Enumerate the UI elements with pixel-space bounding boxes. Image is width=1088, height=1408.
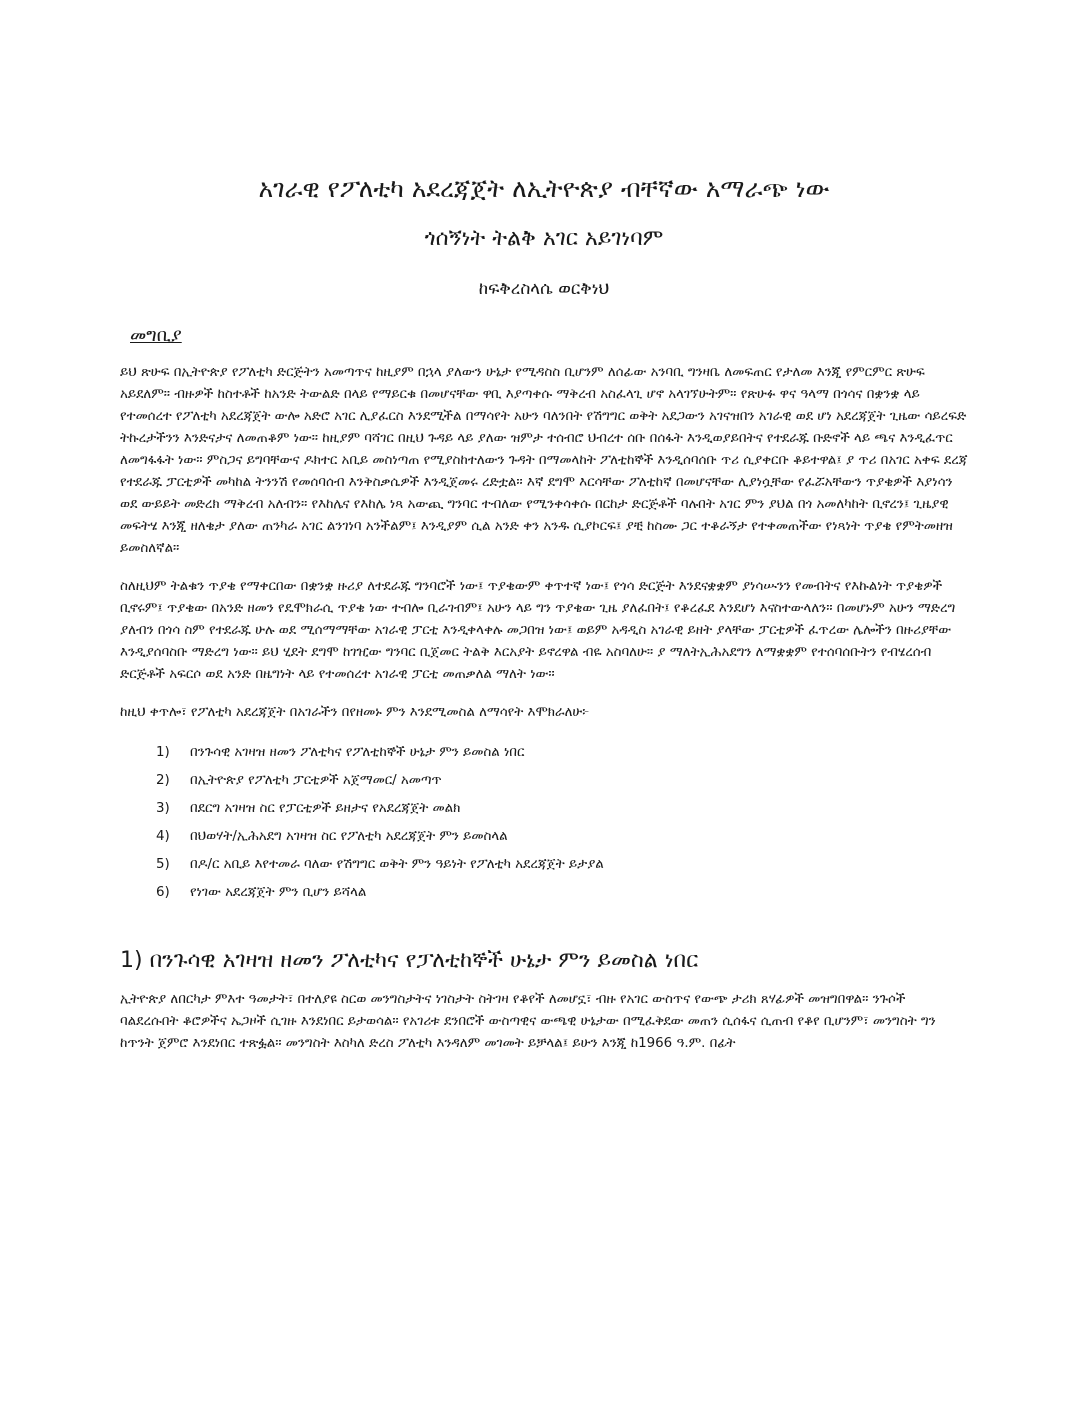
list-item	[120, 770, 968, 792]
list-number: 3)	[156, 801, 170, 816]
list-number: 6)	[156, 885, 170, 900]
list-number: 5)	[156, 857, 170, 872]
section-heading: 1) በንጉሳዊ አገዛዝ ዘመን ፖለቲካና የፓለቲከኞች ሁኔታ ምን ይመስል ነበር	[120, 948, 699, 973]
paragraph: ከዚህ ቀጥሎ፣ የፖለቲካ አደረጃጀት በአገራችን በየዘመኑ ምን እንደሚመስል ለማሳየት እሞክራለሁ፦	[120, 705, 590, 720]
paragraph: ይህ ጽሁፍ በኢትዮጵያ የፖለቲካ ድርጅትን አመጣጥና ከዚያም በኋላ ያለውን ሁኔታ የሚዳስስ ቢሆንም ለሰፊው አንባቢ ግንዛቤ ለመፍጠር የታለመ እንጂ የምርምር ጽሁፍ አይደለም። ብዙዎች ከስተቶች ከአንድ ትውልድ በላይ የማይርቁ በመሆናቸው ዋቢ እያጣቀሱ ማቅረብ አስፈላጊ ሆኖ አላገኘሁትም። የጽሁፉ ዋና ዓላማ በጎሳና በቋንቋ ላይ የተመሰረተ የፖለቲካ አደረጃጀት ውሎ አድሮ አገር ሊያፈርስ እንደሚችል በማሳየት አሁን ባለንበት የሽግግር ወቅት አደጋውን አገናዝበን አገራዊ ወደ ሆነ አደረጃጀት ጊዜው ሳይረፍድ ትኩረታችንን እንድናታና ለመጠቆም ነው። ከዚያም ባሻገር በዚህ ጉዳይ ላይ ያለው ዝምታ ተሰብሮ ህብረተ ሰቡ በሰፋት እንዲወያይበትና የተደራጁ ቡድኖች ላይ ጫና እንዲፈጥር ለመግፋፋት ነው። ምስጋና ይግባቸውና ዶክተር አቢይ መስነጣጠ የሚያስከተለውን ጉዳት በማመላከት ፖለቲከኞች እንዲሰባሰቡ ጥሪ ሲያቀርቡ ቆይተዋል፤ ያ ጥሪ በአገር አቀፍ ደረጃ የተደራጁ ፓርቲዎች መካከል ትንንሽ የመሰባሰብ እንቅስቃሴዎች እንዲጀመሩ ረድቷል። እኛ ደግሞ እርሳቸው ፖለቲከኛ በመሆናቸው ሊያነሷቸው የፈሯአቸውን ጥያቄዎች እያነሳን ወደ ውይይት መድረክ ማቅረብ አለብን። የእከሌና የእከሌ ነጻ አውጪ ግንባር ተብለው የሚንቀሳቀሱ በርከታ ድርጅቶች ባሉበት አገር ምን ያህል በጎ አመለካከት ቢኖረን፤ ጊዜያዊ መፍትሄ እንጂ ዘለቄታ ያለው ጠንካራ አገር ልንገነባ አንችልም፤ እንዲያም ሲል አንድ ቀን አንዱ ሲያኮርፍ፤ ያቺ ከስሙ ጋር ተቆራኝታ የተቀመጠችው የነጻነት ጥያቄ የምትመዘዝ ይመስለኛል።	[120, 365, 968, 556]
document-subtitle: ጎሰኝነት ትልቅ አገር አይገነባም	[424, 226, 664, 251]
list-item-text: በዶ/ር አቢይ እየተመራ ባለው የሽግግር ወቅት ምን ዓይነት የፖለቲካ አደረጃጀት ይታያል	[190, 857, 604, 872]
outline-list	[120, 742, 968, 904]
document-title: አገራዊ የፖለቲካ አደረጃጀት ለኢትዮጵያ ብቸኛው አማራጭ ነው	[258, 174, 830, 203]
list-item-text: በደርግ አገዛዝ ስር የፓርቲዎች ይዘታና የአደረጃጀት መልክ	[190, 801, 461, 816]
list-number: 4)	[156, 829, 170, 844]
author-byline: ከፍቅረስላሴ ወርቅነህ	[478, 279, 610, 299]
list-item	[120, 798, 968, 820]
list-item	[120, 854, 968, 876]
list-item-text: በኢትዮጵያ የፖለቲካ ፓርቲዎች አጀማመር/ አመጣጥ	[190, 773, 442, 788]
list-item-text: በንጉሳዊ አገዛዝ ዘመን ፖለቲካና የፖለቲከኞች ሁኔታ ምን ይመስል ነበር	[190, 745, 525, 760]
list-number: 1)	[156, 745, 170, 760]
list-item-text: የነገው አደረጃጀት ምን ቢሆን ይሻላል	[190, 885, 367, 900]
list-item	[120, 742, 968, 764]
intro-heading: መግቢያ	[130, 325, 182, 346]
list-item	[120, 826, 968, 848]
paragraph: ኢትዮጵያ ለበርካታ ምእተ ዓመታት፣ በተለያዩ ስርወ መንግስታትና ነገስታት ስትገዛ የቆየች ለመሆኗ፣ ብዙ የአገር ውስጥና የውጭ ታሪክ ጸሃፊዎች መዝግበዋል። ንጉሶች ባልደረሱበት ቆሮዎችና ኤጋዞች ሲገዙ እንደነበር ይታወሳል። የአገሪቱ ደንበሮች ውስጣዊና ውጫዊ ሁኔታው በሚፈቅደው መጠን ሲሰፋና ሲጠብ የቆየ ቢሆንም፣ መንግስት ግን ከጥንት ጀምሮ እንደነበር ተጽፏል። መንግስት እስካለ ድረስ ፖለቲካ እንዳለም መገመት ይቻላል፤ ይሁን እንጂ ከ1966 ዓ.ም. በፊት	[120, 992, 936, 1051]
list-item	[120, 882, 968, 904]
list-number: 2)	[156, 773, 170, 788]
paragraph: ስለዚህም ትልቁን ጥያቄ የማቀርበው በቋንቋ ዙሪያ ለተደራጁ ግንባሮች ነው፤ ጥያቄውም ቀጥተኛ ነው፤ የጎሳ ድርጅት እንደናቋቋም ያነሳሡንን የመብትና የእኩልነት ጥያቄዎች ቢኖሩም፤ ጥያቄው በአንድ ዘመን የዴሞክራሲ ጥያቄ ነው ተብሎ ቢራገብም፤ አሁን ላይ ግን ጥያቄው ጊዜ ያለፈበት፤ የቆረፈደ እንደሆነ እናስተውላለን። በመሆኑም አሁን ማድረግ ያለብን በጎሳ ስም የተደራጁ ሁሉ ወደ ሚሰማማቸው አገራዊ ፓርቲ እንዲቀላቀሉ መጋበዝ ነው፤ ወይም አዳዲስ አገራዊ ይዘት ያላቸው ፓርቲዎች ፈጥረው ሌሎችን በዙሪያቸው እንዲያሰባስቡ ማድረግ ነው። ይህ ሂደት ደግሞ ከገዢው ግንባር ቢጀመር ትልቅ እርአያት ይኖረዋል ብዬ አስባለሁ። ያ ማለትኢሕአደግን ለማቋቋም የተሰባሰቡትን የብሄረሰብ ድርጅቶች አፍርሶ ወደ አንድ በዜግነት ላይ የተመሰረተ አገራዊ ፓርቲ መጠቃለል ማለት ነው።	[120, 579, 956, 682]
list-item-text: በህወሃት/ኢሕአደግ አገዛዝ ስር የፖለቲካ አደረጃጀት ምን ይመስላል	[190, 829, 508, 844]
